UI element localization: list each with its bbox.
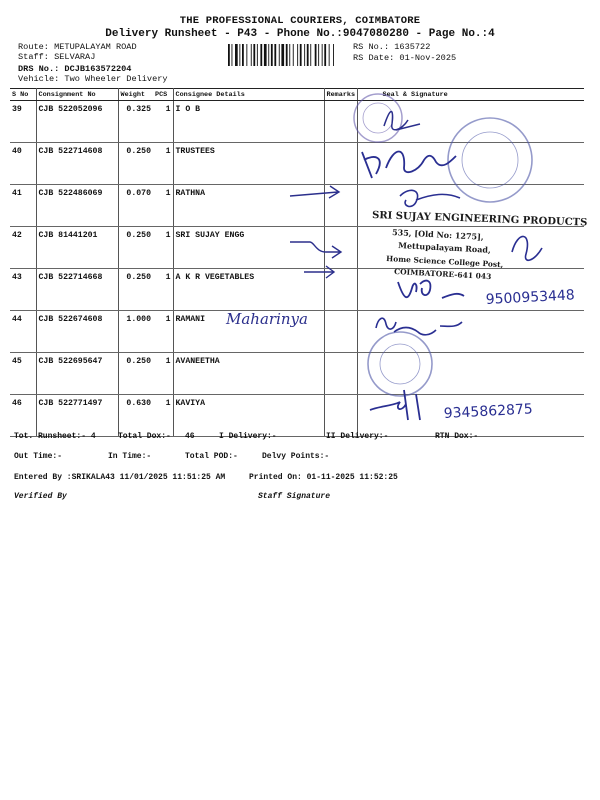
svg-text:Mettupalayam Road,: Mettupalayam Road, bbox=[397, 240, 492, 255]
col-consignment: Consignment No bbox=[36, 89, 118, 101]
cell-sno: 40 bbox=[10, 143, 36, 185]
barcode-bar bbox=[246, 44, 247, 66]
table-header-row bbox=[10, 89, 584, 101]
table-row bbox=[10, 185, 584, 227]
cell-seal-signature bbox=[357, 185, 584, 227]
barcode-bar bbox=[281, 44, 284, 66]
barcode-bar bbox=[322, 44, 323, 66]
cell-sno: 42 bbox=[10, 227, 36, 269]
cell-seal-signature bbox=[357, 269, 584, 311]
cell-remarks bbox=[324, 269, 357, 311]
col-sno: S No bbox=[10, 89, 36, 101]
cell-seal-signature bbox=[357, 395, 584, 437]
cell-consignment: CJB 522674608 bbox=[36, 311, 118, 353]
handwritten-phone-46: 9345862875 bbox=[443, 401, 534, 422]
barcode-bar bbox=[289, 44, 290, 66]
barcode-bar bbox=[333, 44, 334, 66]
cell-consignment: CJB 522695647 bbox=[36, 353, 118, 395]
barcode bbox=[228, 44, 348, 66]
barcode-bar bbox=[228, 44, 230, 66]
cell-sno: 46 bbox=[10, 395, 36, 437]
cell-weight: 0.250 bbox=[118, 269, 153, 311]
col-pcs: PCS bbox=[153, 89, 173, 101]
cell-seal-signature bbox=[357, 143, 584, 185]
cell-consignee: A K R VEGETABLES bbox=[173, 269, 324, 311]
cell-weight: 0.250 bbox=[118, 353, 153, 395]
rs-no-text: RS No.: 1635722 bbox=[353, 42, 431, 52]
cell-sno: 39 bbox=[10, 101, 36, 143]
table-row bbox=[10, 353, 584, 395]
cell-pcs: 1 bbox=[153, 143, 173, 185]
barcode-bar bbox=[251, 44, 252, 66]
cell-sno: 41 bbox=[10, 185, 36, 227]
total-pod: Total POD:- bbox=[185, 452, 238, 461]
total-dox-label: Total Dox:- bbox=[118, 432, 171, 441]
barcode-bar bbox=[239, 44, 240, 66]
cell-remarks bbox=[324, 143, 357, 185]
barcode-bar bbox=[268, 44, 269, 66]
cell-pcs: 1 bbox=[153, 185, 173, 227]
cell-weight: 0.070 bbox=[118, 185, 153, 227]
staff-signature: Staff Signature bbox=[258, 492, 331, 501]
rtn-dox: RTN Dox:- bbox=[435, 432, 479, 441]
cell-remarks bbox=[324, 185, 357, 227]
cell-consignee: TRUSTEES bbox=[173, 143, 324, 185]
cell-consignee: SRI SUJAY ENGG bbox=[173, 227, 324, 269]
cell-pcs: 1 bbox=[153, 269, 173, 311]
cell-consignment: CJB 522714668 bbox=[36, 269, 118, 311]
barcode-bar bbox=[232, 44, 233, 66]
table-row bbox=[10, 269, 584, 311]
cell-consignment: CJB 522714608 bbox=[36, 143, 118, 185]
printed-on: Printed On: 01-11-2025 11:52:25 bbox=[249, 473, 398, 482]
table-row bbox=[10, 395, 584, 437]
svg-text:COIMBATORE-641 043: COIMBATORE-641 043 bbox=[393, 267, 492, 282]
barcode-bar bbox=[264, 44, 267, 66]
vehicle-text: Vehicle: Two Wheeler Delivery bbox=[18, 74, 168, 84]
barcode-bar bbox=[300, 44, 302, 66]
cell-remarks bbox=[324, 395, 357, 437]
barcode-bar bbox=[242, 44, 244, 66]
cell-seal-signature bbox=[357, 311, 584, 353]
cell-consignee: RATHNA bbox=[173, 185, 324, 227]
barcode-bar bbox=[293, 44, 294, 66]
table-row bbox=[10, 143, 584, 185]
cell-consignee: AVANEETHA bbox=[173, 353, 324, 395]
cell-seal-signature bbox=[357, 227, 584, 269]
cell-weight: 0.250 bbox=[118, 143, 153, 185]
cell-consignee: RAMANI bbox=[173, 311, 324, 353]
cell-sno: 43 bbox=[10, 269, 36, 311]
ii-delivery: II Delivery:- bbox=[326, 432, 389, 441]
barcode-bar bbox=[271, 44, 273, 66]
cell-weight: 1.000 bbox=[118, 311, 153, 353]
company-title: THE PROFESSIONAL COURIERS, COIMBATORE bbox=[179, 15, 421, 27]
barcode-bar bbox=[304, 44, 305, 66]
table-row bbox=[10, 227, 584, 269]
cell-consignment: CJB 522052096 bbox=[36, 101, 118, 143]
barcode-bar bbox=[329, 44, 330, 66]
barcode-bar bbox=[253, 44, 255, 66]
barcode-bar bbox=[257, 44, 258, 66]
runsheet-table bbox=[10, 88, 584, 437]
cell-remarks bbox=[324, 227, 357, 269]
runsheet-title: Delivery Runsheet - P43 - Phone No.:9047080280 - Page No.:4 bbox=[105, 28, 495, 40]
tot-runsheet: Tot. Runsheet:- 4 bbox=[14, 432, 96, 441]
cell-remarks bbox=[324, 311, 357, 353]
svg-text:SRI SUJAY ENGINEERING PRODUCTS: SRI SUJAY ENGINEERING PRODUCTS bbox=[371, 210, 588, 229]
cell-pcs: 1 bbox=[153, 311, 173, 353]
cell-sno: 45 bbox=[10, 353, 36, 395]
rs-date-text: RS Date: 01-Nov-2025 bbox=[353, 53, 457, 63]
cell-weight: 0.250 bbox=[118, 227, 153, 269]
barcode-bar bbox=[324, 44, 326, 66]
handwritten-ramani-sign: Maharinya bbox=[226, 310, 308, 328]
col-remarks: Remarks bbox=[324, 89, 357, 101]
cell-weight: 0.630 bbox=[118, 395, 153, 437]
barcode-bar bbox=[274, 44, 276, 66]
cell-pcs: 1 bbox=[153, 101, 173, 143]
barcode-bar bbox=[260, 44, 262, 66]
delvy-points: Delvy Points:- bbox=[262, 452, 330, 461]
handwritten-phone-44: 9500953448 bbox=[485, 287, 576, 308]
cell-consignment: CJB 81441201 bbox=[36, 227, 118, 269]
cell-pcs: 1 bbox=[153, 395, 173, 437]
cell-consignment: CJB 522486069 bbox=[36, 185, 118, 227]
cell-pcs: 1 bbox=[153, 227, 173, 269]
verified-by: Verified By bbox=[14, 492, 67, 501]
cell-sno: 44 bbox=[10, 311, 36, 353]
in-time: In Time:- bbox=[108, 452, 152, 461]
cell-seal-signature bbox=[357, 353, 584, 395]
barcode-bar bbox=[297, 44, 298, 66]
drs-text: DRS No.: DCJB163572204 bbox=[18, 64, 132, 74]
barcode-bar bbox=[307, 44, 309, 66]
cell-seal-signature bbox=[357, 101, 584, 143]
barcode-bar bbox=[235, 44, 238, 66]
svg-text:535, [Old No: 1275],: 535, [Old No: 1275], bbox=[391, 227, 484, 242]
svg-text:Home Science College Post,: Home Science College Post, bbox=[385, 254, 504, 270]
cell-pcs: 1 bbox=[153, 353, 173, 395]
cell-consignment: CJB 522771497 bbox=[36, 395, 118, 437]
table-row bbox=[10, 101, 584, 143]
total-dox-value: 46 bbox=[185, 432, 195, 441]
cell-consignee: KAVIYA bbox=[173, 395, 324, 437]
cell-consignee: I O B bbox=[173, 101, 324, 143]
entered-by: Entered By :SRIKALA43 11/01/2025 11:51:25 AM bbox=[14, 473, 226, 482]
col-seal-signature: Seal & Signature bbox=[357, 89, 584, 101]
barcode-bar bbox=[310, 44, 311, 66]
barcode-bar bbox=[315, 44, 317, 66]
barcode-bar bbox=[318, 44, 319, 66]
barcode-bar bbox=[279, 44, 280, 66]
cell-weight: 0.325 bbox=[118, 101, 153, 143]
barcode-bar bbox=[286, 44, 288, 66]
col-weight: Weight bbox=[118, 89, 153, 101]
cell-remarks bbox=[324, 101, 357, 143]
staff-text: Staff: SELVARAJ bbox=[18, 52, 96, 62]
col-consignee: Consignee Details bbox=[173, 89, 324, 101]
route-text: Route: METUPALAYAM ROAD bbox=[18, 42, 137, 52]
i-delivery: I Delivery:- bbox=[219, 432, 277, 441]
out-time: Out Time:- bbox=[14, 452, 63, 461]
cell-remarks bbox=[324, 353, 357, 395]
table-row bbox=[10, 311, 584, 353]
